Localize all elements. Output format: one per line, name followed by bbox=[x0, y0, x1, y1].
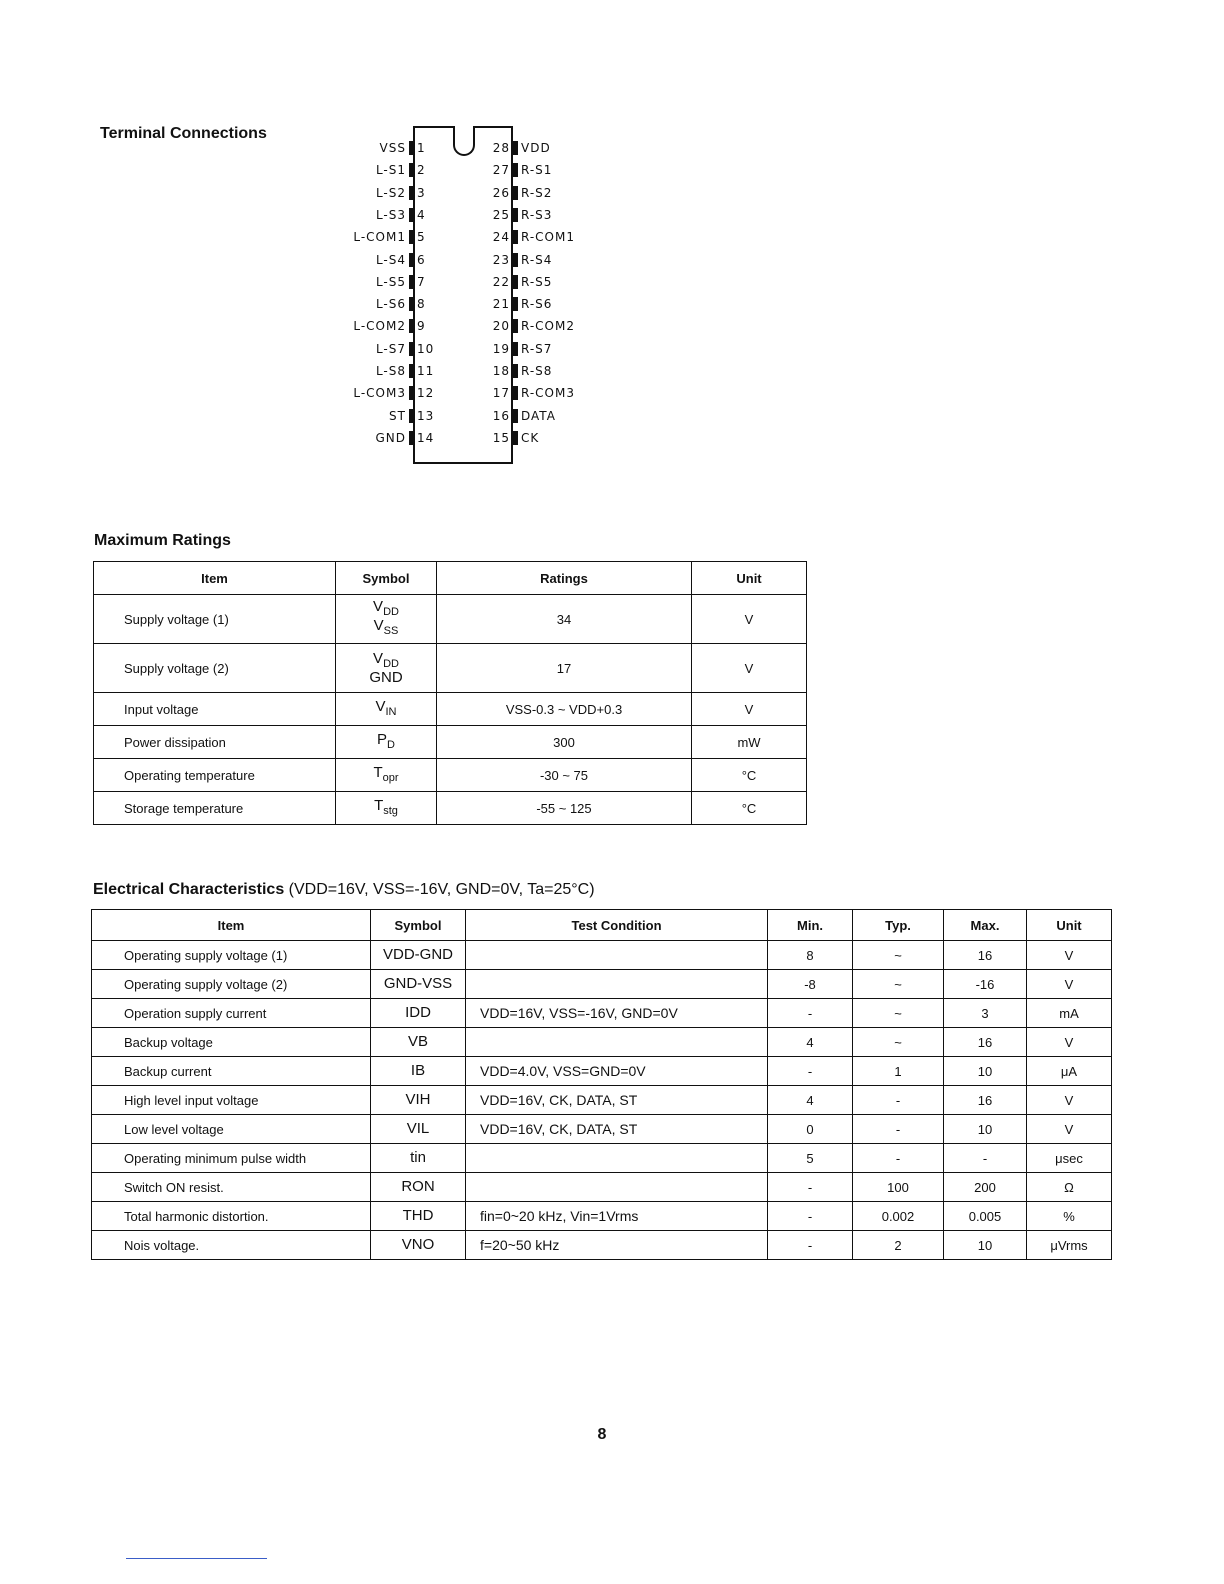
rating-cell: 34 bbox=[437, 595, 692, 644]
pin-right-26 bbox=[492, 185, 552, 201]
symbol-cell: THD bbox=[371, 1202, 466, 1231]
condition-cell: VDD=16V, VSS=-16V, GND=0V bbox=[466, 999, 768, 1028]
pin-right-25 bbox=[492, 207, 552, 223]
pin-marker bbox=[513, 342, 518, 356]
condition-cell bbox=[466, 1144, 768, 1173]
pin-number: 3 bbox=[417, 185, 426, 200]
unit-cell: mA bbox=[1027, 999, 1112, 1028]
item-cell: Supply voltage (1) bbox=[94, 595, 336, 644]
item-cell: Operating supply voltage (2) bbox=[92, 970, 371, 999]
symbol-cell: $P_D$ bbox=[336, 726, 437, 759]
item-cell: Input voltage bbox=[94, 693, 336, 726]
pin-name: L-S2 bbox=[375, 185, 406, 200]
unit-cell: mW bbox=[692, 726, 807, 759]
table-row bbox=[92, 999, 1112, 1028]
item-cell: Power dissipation bbox=[94, 726, 336, 759]
table-row bbox=[92, 1144, 1112, 1173]
pin-name: R-S4 bbox=[521, 252, 553, 267]
pin-left-7 bbox=[300, 274, 435, 290]
col-header-typ: Typ. bbox=[853, 910, 944, 941]
pin-name: L-COM3 bbox=[353, 386, 406, 401]
pin-right-21 bbox=[492, 296, 552, 312]
pin-left-10 bbox=[300, 341, 435, 357]
pin-number: 2 bbox=[417, 163, 426, 178]
ic-pinout-diagram bbox=[300, 120, 620, 470]
table-row bbox=[94, 644, 807, 693]
pin-name: R-S5 bbox=[521, 274, 553, 289]
table-row bbox=[94, 726, 807, 759]
pin-right-27 bbox=[492, 162, 552, 178]
table-header-row bbox=[94, 562, 807, 595]
table-row bbox=[92, 941, 1112, 970]
condition-cell: VDD=16V, CK, DATA, ST bbox=[466, 1086, 768, 1115]
pin-marker bbox=[513, 386, 518, 400]
pin-number: 19 bbox=[492, 341, 510, 356]
pin-left-11 bbox=[300, 363, 435, 379]
electrical-conditions: (VDD=16V, VSS=-16V, GND=0V, Ta=25°C) bbox=[288, 881, 595, 898]
min-cell: - bbox=[768, 999, 853, 1028]
pin-name: R-S2 bbox=[521, 185, 553, 200]
pin-number: 1 bbox=[417, 141, 426, 155]
symbol-cell: RON bbox=[371, 1173, 466, 1202]
col-header-test-condition: Test Condition bbox=[466, 910, 768, 941]
pin-marker bbox=[409, 208, 414, 222]
symbol-cell: $V_{IN}$ bbox=[336, 693, 437, 726]
typ-cell: 1 bbox=[853, 1057, 944, 1086]
pin-marker bbox=[513, 230, 518, 244]
pin-marker bbox=[409, 297, 414, 311]
table-row bbox=[92, 1202, 1112, 1231]
symbol-cell: VIH bbox=[371, 1086, 466, 1115]
item-cell: Nois voltage. bbox=[92, 1231, 371, 1260]
table-row bbox=[92, 1231, 1112, 1260]
pin-name: R-S3 bbox=[521, 207, 553, 222]
col-header-symbol: Symbol bbox=[371, 910, 466, 941]
symbol-cell: tin bbox=[371, 1144, 466, 1173]
item-cell: Storage temperature bbox=[94, 792, 336, 825]
pin-name: R-COM3 bbox=[521, 386, 575, 401]
condition-cell bbox=[466, 941, 768, 970]
pin-name: L-S6 bbox=[375, 297, 406, 312]
table-row bbox=[92, 1173, 1112, 1202]
item-cell: Low level voltage bbox=[92, 1115, 371, 1144]
pin-right-20 bbox=[492, 318, 575, 334]
pin-marker bbox=[513, 364, 518, 378]
terminal-connections-title: Terminal Connections bbox=[100, 125, 267, 142]
pin-number: 28 bbox=[492, 141, 510, 155]
symbol-cell: GND-VSS bbox=[371, 970, 466, 999]
pin-right-19 bbox=[492, 341, 552, 357]
pin-marker bbox=[409, 431, 414, 445]
unit-cell: % bbox=[1027, 1202, 1112, 1231]
pin-marker bbox=[409, 253, 414, 267]
symbol-cell: VNO bbox=[371, 1231, 466, 1260]
max-cell: 16 bbox=[944, 941, 1027, 970]
pin-right-28 bbox=[492, 140, 551, 156]
pin-left-3 bbox=[300, 185, 435, 201]
min-cell: 8 bbox=[768, 941, 853, 970]
typ-cell: - bbox=[853, 1115, 944, 1144]
pin-marker bbox=[409, 163, 414, 177]
pin-name: L-S8 bbox=[375, 364, 406, 378]
maximum-ratings-table bbox=[93, 561, 807, 825]
pin-number: 20 bbox=[492, 319, 510, 334]
symbol-cell: IDD bbox=[371, 999, 466, 1028]
table-header-row bbox=[92, 910, 1112, 941]
electrical-characteristics-table bbox=[91, 909, 1112, 1260]
typ-cell: ~ bbox=[853, 970, 944, 999]
pin-marker bbox=[409, 186, 414, 200]
pin-number: 5 bbox=[417, 230, 426, 245]
pin-number: 16 bbox=[492, 408, 510, 423]
ic-notch bbox=[453, 126, 475, 156]
unit-cell: Ω bbox=[1027, 1173, 1112, 1202]
condition-cell bbox=[466, 970, 768, 999]
pin-marker bbox=[513, 186, 518, 200]
pin-left-14 bbox=[300, 430, 435, 446]
pin-number: 10 bbox=[417, 341, 435, 356]
pin-number: 22 bbox=[492, 274, 510, 289]
unit-cell: V bbox=[692, 693, 807, 726]
typ-cell: 100 bbox=[853, 1173, 944, 1202]
pin-right-23 bbox=[492, 252, 552, 268]
typ-cell: 2 bbox=[853, 1231, 944, 1260]
col-header-item: Item bbox=[94, 562, 336, 595]
pin-marker bbox=[409, 275, 414, 289]
min-cell: - bbox=[768, 1231, 853, 1260]
pin-marker bbox=[409, 319, 414, 333]
max-cell: 3 bbox=[944, 999, 1027, 1028]
item-cell: Operating temperature bbox=[94, 759, 336, 792]
typ-cell: 0.002 bbox=[853, 1202, 944, 1231]
symbol-cell: $T_{stg}$ bbox=[336, 792, 437, 825]
typ-cell: ~ bbox=[853, 941, 944, 970]
pin-number: 15 bbox=[492, 430, 510, 445]
rating-cell: -30 ~ 75 bbox=[437, 759, 692, 792]
unit-cell: V bbox=[1027, 1028, 1112, 1057]
col-header-ratings: Ratings bbox=[437, 562, 692, 595]
unit-cell: V bbox=[1027, 1115, 1112, 1144]
rating-cell: -55 ~ 125 bbox=[437, 792, 692, 825]
condition-cell: fin=0~20 kHz, Vin=1Vrms bbox=[466, 1202, 768, 1231]
pin-name: VDD bbox=[521, 141, 551, 155]
symbol-cell: IB bbox=[371, 1057, 466, 1086]
electrical-characteristics-title: Electrical Characteristics (VDD=16V, VSS=-16V, GND=0V, Ta=25°C) bbox=[93, 881, 595, 898]
pin-name: DATA bbox=[521, 408, 556, 423]
max-cell: 200 bbox=[944, 1173, 1027, 1202]
col-header-symbol: Symbol bbox=[336, 562, 437, 595]
pin-marker bbox=[513, 253, 518, 267]
pin-name: L-S3 bbox=[375, 207, 406, 222]
pin-marker bbox=[513, 319, 518, 333]
item-cell: Backup voltage bbox=[92, 1028, 371, 1057]
min-cell: 4 bbox=[768, 1028, 853, 1057]
pin-name: L-S1 bbox=[375, 163, 406, 178]
pin-marker bbox=[513, 409, 518, 423]
typ-cell: ~ bbox=[853, 999, 944, 1028]
footnote-rule bbox=[126, 1558, 267, 1559]
rating-cell: VSS-0.3 ~ VDD+0.3 bbox=[437, 693, 692, 726]
condition-cell: VDD=16V, CK, DATA, ST bbox=[466, 1115, 768, 1144]
pin-name: R-S6 bbox=[521, 297, 553, 312]
table-row bbox=[94, 693, 807, 726]
table-row bbox=[94, 595, 807, 644]
table-row bbox=[94, 792, 807, 825]
pin-right-16 bbox=[492, 408, 556, 424]
pin-marker bbox=[409, 409, 414, 423]
typ-cell: ~ bbox=[853, 1028, 944, 1057]
pin-number: 17 bbox=[492, 386, 510, 401]
pin-marker bbox=[409, 386, 414, 400]
pin-marker bbox=[513, 275, 518, 289]
item-cell: Operation supply current bbox=[92, 999, 371, 1028]
pin-right-22 bbox=[492, 274, 552, 290]
pin-number: 4 bbox=[417, 207, 426, 222]
pin-name: R-COM1 bbox=[521, 230, 575, 245]
condition-cell bbox=[466, 1028, 768, 1057]
max-cell: 0.005 bbox=[944, 1202, 1027, 1231]
unit-cell: μVrms bbox=[1027, 1231, 1112, 1260]
pin-marker bbox=[513, 297, 518, 311]
pin-marker bbox=[409, 141, 414, 155]
pin-left-6 bbox=[300, 252, 435, 268]
pin-marker bbox=[409, 342, 414, 356]
unit-cell: μsec bbox=[1027, 1144, 1112, 1173]
unit-cell: °C bbox=[692, 792, 807, 825]
maximum-ratings-title: Maximum Ratings bbox=[94, 532, 231, 549]
col-header-unit: Unit bbox=[1027, 910, 1112, 941]
max-cell: 16 bbox=[944, 1028, 1027, 1057]
pin-name: L-S4 bbox=[375, 252, 406, 267]
table-row bbox=[92, 1115, 1112, 1144]
symbol-cell: $T_{opr}$ bbox=[336, 759, 437, 792]
pin-marker bbox=[513, 208, 518, 222]
typ-cell: - bbox=[853, 1144, 944, 1173]
unit-cell: V bbox=[692, 644, 807, 693]
pin-right-24 bbox=[492, 229, 575, 245]
max-cell: 16 bbox=[944, 1086, 1027, 1115]
pin-left-2 bbox=[300, 162, 435, 178]
pin-name: R-S8 bbox=[521, 364, 553, 378]
pin-right-18 bbox=[492, 363, 552, 379]
pin-marker bbox=[409, 230, 414, 244]
page-number: 8 bbox=[597, 1426, 607, 1443]
col-header-max: Max. bbox=[944, 910, 1027, 941]
pin-number: 6 bbox=[417, 252, 426, 267]
item-cell: Backup current bbox=[92, 1057, 371, 1086]
pin-number: 18 bbox=[492, 364, 510, 378]
pin-number: 14 bbox=[417, 430, 435, 445]
pin-name: VSS bbox=[379, 141, 406, 155]
max-cell: 10 bbox=[944, 1057, 1027, 1086]
symbol-cell: $V_{DD}$ GND bbox=[336, 644, 437, 693]
condition-cell bbox=[466, 1173, 768, 1202]
unit-cell: V bbox=[1027, 1086, 1112, 1115]
table-row bbox=[92, 1028, 1112, 1057]
pin-name: R-S1 bbox=[521, 163, 553, 178]
min-cell: - bbox=[768, 1173, 853, 1202]
symbol-cell: VB bbox=[371, 1028, 466, 1057]
pin-left-1 bbox=[300, 140, 435, 156]
max-cell: -16 bbox=[944, 970, 1027, 999]
pin-number: 7 bbox=[417, 274, 426, 289]
min-cell: - bbox=[768, 1057, 853, 1086]
pin-number: 9 bbox=[417, 319, 426, 334]
pin-left-9 bbox=[300, 318, 435, 334]
symbol-cell: $V_{DD}$ $V_{SS}$ bbox=[336, 595, 437, 644]
item-cell: High level input voltage bbox=[92, 1086, 371, 1115]
pin-number: 8 bbox=[417, 297, 426, 312]
pin-marker bbox=[409, 364, 414, 378]
pin-left-4 bbox=[300, 207, 435, 223]
pin-number: 12 bbox=[417, 386, 435, 401]
pin-left-12 bbox=[300, 385, 435, 401]
pin-number: 13 bbox=[417, 408, 435, 423]
condition-cell: f=20~50 kHz bbox=[466, 1231, 768, 1260]
pin-number: 11 bbox=[417, 364, 435, 378]
item-cell: Supply voltage (2) bbox=[94, 644, 336, 693]
pin-number: 21 bbox=[492, 297, 510, 312]
pin-marker bbox=[513, 431, 518, 445]
pin-name: ST bbox=[389, 408, 406, 423]
item-cell: Total harmonic distortion. bbox=[92, 1202, 371, 1231]
pin-right-15 bbox=[492, 430, 539, 446]
item-cell: Operating supply voltage (1) bbox=[92, 941, 371, 970]
pin-number: 23 bbox=[492, 252, 510, 267]
item-cell: Operating minimum pulse width bbox=[92, 1144, 371, 1173]
pin-number: 25 bbox=[492, 207, 510, 222]
min-cell: -8 bbox=[768, 970, 853, 999]
pin-marker bbox=[513, 163, 518, 177]
pin-name: L-S5 bbox=[375, 274, 406, 289]
pin-name: L-S7 bbox=[375, 341, 406, 356]
pin-number: 27 bbox=[492, 163, 510, 178]
pin-left-8 bbox=[300, 296, 435, 312]
symbol-cell: VIL bbox=[371, 1115, 466, 1144]
unit-cell: °C bbox=[692, 759, 807, 792]
pin-number: 24 bbox=[492, 230, 510, 245]
col-header-item: Item bbox=[92, 910, 371, 941]
unit-cell: μA bbox=[1027, 1057, 1112, 1086]
pin-name: CK bbox=[521, 430, 540, 445]
max-cell: 10 bbox=[944, 1231, 1027, 1260]
min-cell: 4 bbox=[768, 1086, 853, 1115]
pin-right-17 bbox=[492, 385, 575, 401]
item-cell: Switch ON resist. bbox=[92, 1173, 371, 1202]
pin-left-13 bbox=[300, 408, 435, 424]
pin-name: R-S7 bbox=[521, 341, 553, 356]
rating-cell: 17 bbox=[437, 644, 692, 693]
unit-cell: V bbox=[1027, 941, 1112, 970]
table-row bbox=[92, 1086, 1112, 1115]
pin-name: L-COM2 bbox=[353, 319, 406, 334]
unit-cell: V bbox=[692, 595, 807, 644]
typ-cell: - bbox=[853, 1086, 944, 1115]
max-cell: - bbox=[944, 1144, 1027, 1173]
condition-cell: VDD=4.0V, VSS=GND=0V bbox=[466, 1057, 768, 1086]
col-header-min: Min. bbox=[768, 910, 853, 941]
pin-marker bbox=[513, 141, 518, 155]
min-cell: - bbox=[768, 1202, 853, 1231]
pin-name: GND bbox=[375, 430, 406, 445]
max-cell: 10 bbox=[944, 1115, 1027, 1144]
min-cell: 5 bbox=[768, 1144, 853, 1173]
col-header-unit: Unit bbox=[692, 562, 807, 595]
symbol-cell: VDD-GND bbox=[371, 941, 466, 970]
table-row bbox=[94, 759, 807, 792]
pin-number: 26 bbox=[492, 185, 510, 200]
pin-left-5 bbox=[300, 229, 435, 245]
pin-name: R-COM2 bbox=[521, 319, 575, 334]
rating-cell: 300 bbox=[437, 726, 692, 759]
min-cell: 0 bbox=[768, 1115, 853, 1144]
table-row bbox=[92, 1057, 1112, 1086]
pin-name: L-COM1 bbox=[353, 230, 406, 245]
table-row bbox=[92, 970, 1112, 999]
unit-cell: V bbox=[1027, 970, 1112, 999]
